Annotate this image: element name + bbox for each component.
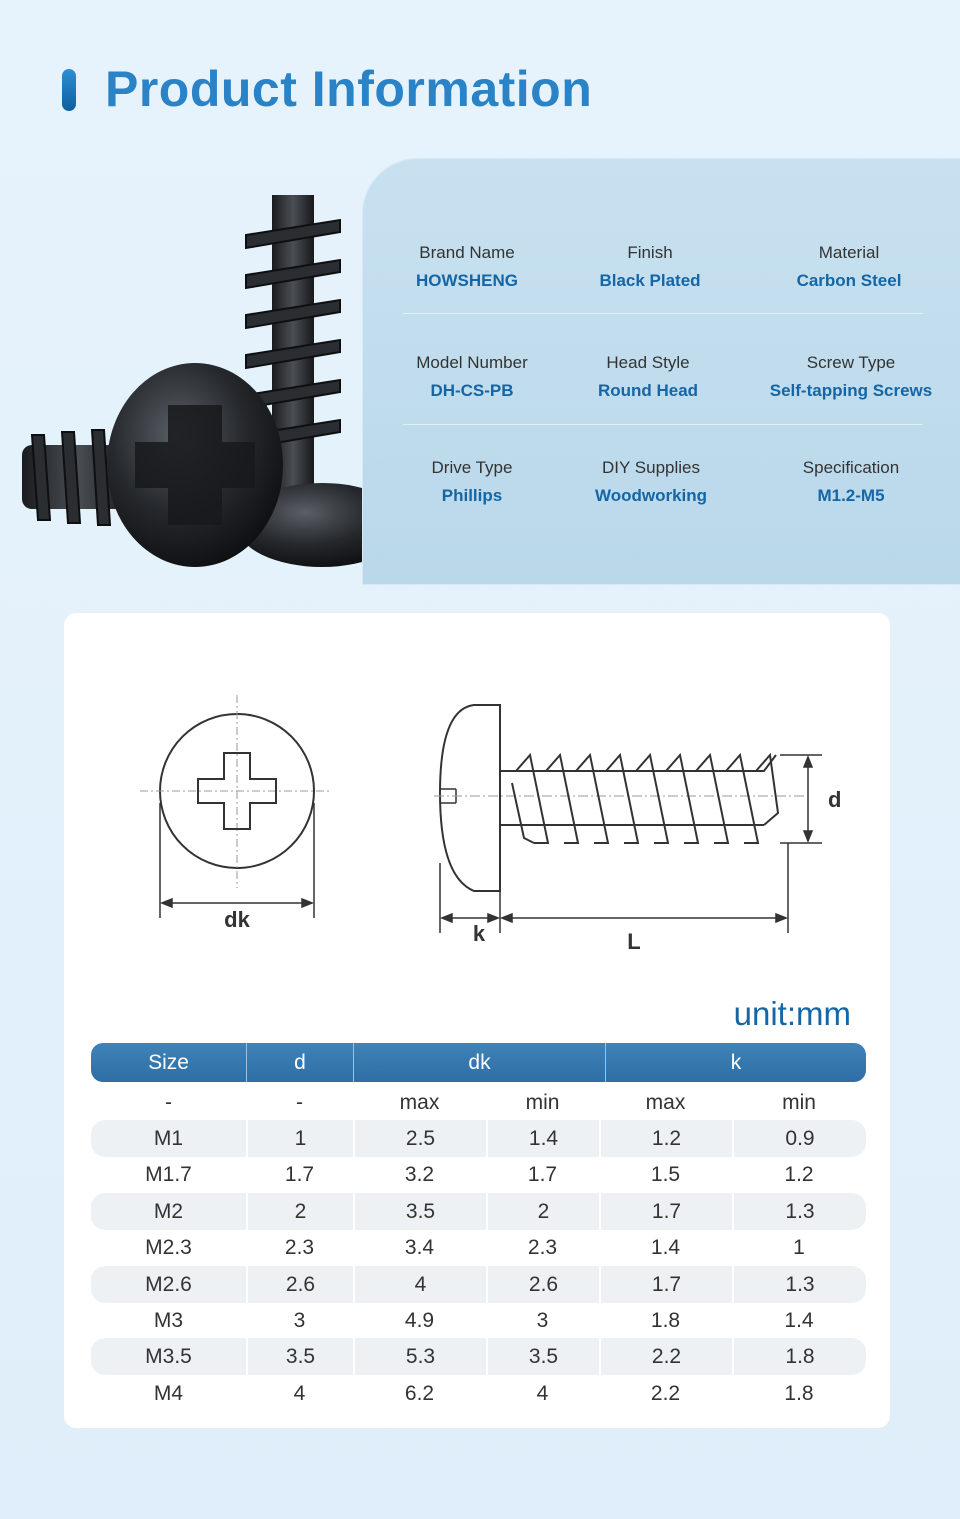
table-cell: 1.8 (784, 1381, 814, 1405)
spec-finish: Finish Black Plated (599, 243, 701, 290)
spec-brand-name: Brand Name HOWSHENG (416, 243, 518, 290)
table-cell: M1.7 (145, 1163, 192, 1187)
spec-material: Material Carbon Steel (796, 243, 902, 290)
table-cell: 2.5 (353, 1120, 486, 1157)
table-cell: 2.6 (486, 1266, 599, 1303)
table-row (91, 1375, 866, 1412)
table-cell: 3.5 (486, 1338, 599, 1375)
subheader-cell: min (525, 1091, 560, 1114)
table-cell: M2.6 (145, 1272, 192, 1296)
table-cell: M2.3 (145, 1236, 192, 1260)
table-cell: 3 (536, 1309, 549, 1332)
header-size: Size (148, 1051, 189, 1074)
table-cell: 1 (246, 1120, 353, 1157)
spec-head-style: Head Style Round Head (597, 353, 699, 400)
spec-diy-supplies: DIY Supplies Woodworking (594, 458, 708, 505)
table-cell: 3.4 (404, 1236, 435, 1260)
table-cell: 3 (293, 1309, 306, 1332)
screw-side-view (434, 705, 822, 933)
table-cell: 2.6 (246, 1266, 353, 1303)
table-row (91, 1193, 866, 1230)
table-cell: 2 (486, 1193, 599, 1230)
head-top-view (140, 695, 332, 918)
table-cell: 1.7 (599, 1266, 732, 1303)
table-cell: 6.2 (404, 1381, 435, 1405)
table-cell: 2 (246, 1193, 353, 1230)
table-cell: 5.3 (353, 1338, 486, 1375)
table-cell: 1.7 (527, 1163, 558, 1187)
header-dk: dk (353, 1043, 605, 1082)
table-cell: 1.3 (732, 1193, 866, 1230)
L-label: L (627, 929, 641, 954)
table-cell: 1.8 (650, 1309, 681, 1332)
subheader-cell: - (165, 1091, 172, 1114)
table-cell: 1.7 (599, 1193, 732, 1230)
d-label: d (828, 787, 842, 812)
black-screws-photo (10, 180, 410, 580)
table-cell: M3.5 (145, 1345, 192, 1369)
table-cell: 1.5 (650, 1163, 681, 1187)
table-cell: 2.2 (599, 1338, 732, 1375)
table-cell: M2 (153, 1199, 184, 1223)
table-cell: 1 (793, 1236, 805, 1260)
table-cell: 1.4 (650, 1236, 681, 1260)
screw-dimension-drawing (64, 613, 890, 973)
table-header (91, 1043, 866, 1082)
table-cell: 1.2 (599, 1120, 732, 1157)
table-cell: 1.3 (732, 1266, 866, 1303)
page-title: Product Information (105, 61, 593, 117)
subheader-cell: max (399, 1091, 440, 1114)
table-row (91, 1302, 866, 1339)
table-cell: 3.5 (353, 1193, 486, 1230)
spec-drive-type: Drive Type Phillips (431, 458, 513, 505)
subheader-cell: - (296, 1091, 303, 1114)
table-cell: M1 (153, 1127, 184, 1150)
table-cell: 1.7 (284, 1163, 315, 1187)
table-row (91, 1156, 866, 1193)
table-row (91, 1338, 866, 1375)
subheader-cell: min (782, 1091, 816, 1114)
subheader-cell: max (645, 1091, 686, 1114)
table-cell: 4 (353, 1266, 486, 1303)
table-cell: M4 (153, 1381, 184, 1405)
table-cell: 2.2 (650, 1381, 681, 1405)
dk-label: dk (224, 907, 250, 932)
spec-specification: Specification M1.2-M5 (802, 458, 900, 505)
table-cell: 2.3 (527, 1236, 558, 1260)
table-cell: 0.9 (732, 1120, 866, 1157)
table-row (91, 1266, 866, 1303)
title-accent-bar (62, 69, 76, 111)
spec-model-number: Model Number DH-CS-PB (416, 353, 528, 400)
k-label: k (472, 921, 486, 946)
header-d: d (246, 1043, 353, 1082)
table-cell: 1.4 (784, 1309, 814, 1332)
table-row (91, 1229, 866, 1266)
spec-divider (403, 313, 923, 314)
table-subheader (91, 1086, 866, 1120)
table-cell: M3 (153, 1309, 184, 1332)
table-cell: 2.3 (284, 1236, 315, 1260)
table-cell: 1.4 (486, 1120, 599, 1157)
table-cell: 4 (536, 1381, 549, 1405)
table-cell: 4.9 (404, 1309, 435, 1332)
table-cell: 1.2 (784, 1163, 814, 1187)
table-cell: 3.2 (404, 1163, 435, 1187)
unit-label: unit:mm (733, 995, 851, 1032)
spec-screw-type: Screw Type Self-tapping Screws (769, 353, 933, 400)
table-cell: 4 (293, 1381, 306, 1405)
spec-divider (403, 424, 923, 425)
table-cell: 1.8 (732, 1338, 866, 1375)
table-row (91, 1120, 866, 1157)
header-k: k (605, 1043, 866, 1082)
table-cell: 3.5 (246, 1338, 353, 1375)
